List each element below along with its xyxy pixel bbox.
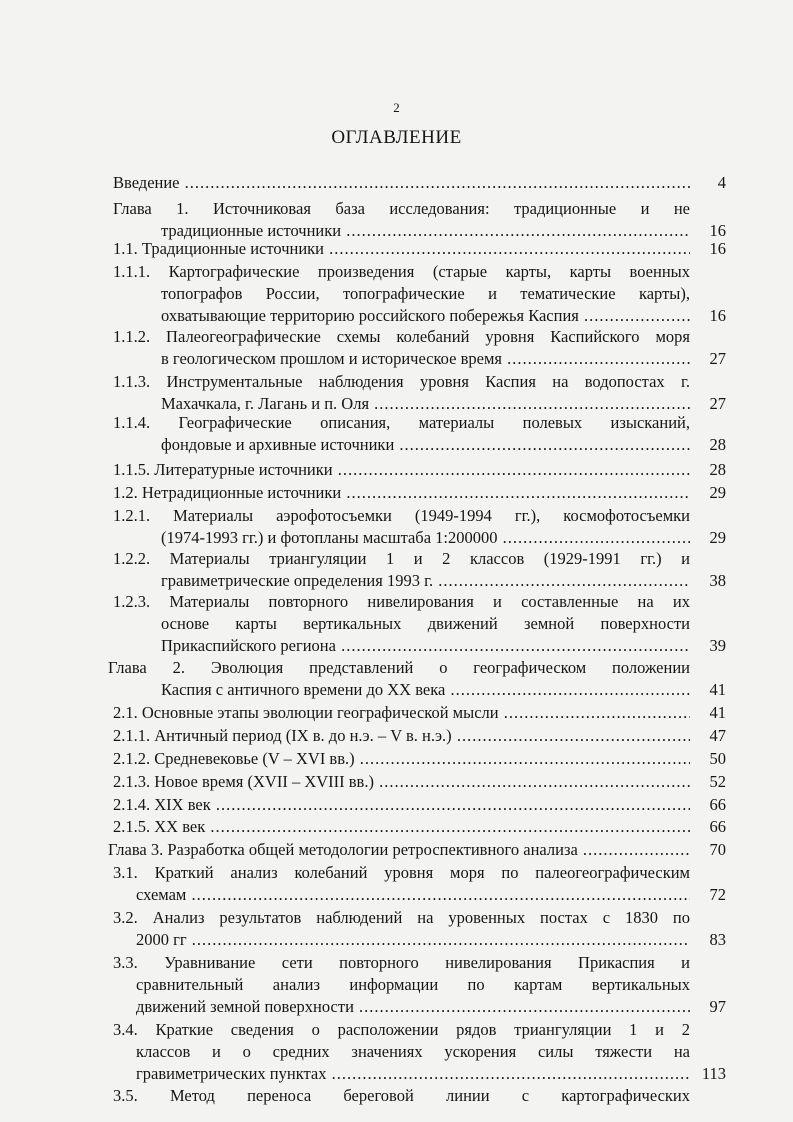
toc-page-number: 72 <box>709 885 726 904</box>
toc-entry-line: 3.4. Краткие сведения о расположении рядов триангуляции 1 и 2 <box>113 1020 690 1039</box>
toc-entry-line: фондовые и архивные источники ..... <box>161 434 690 456</box>
toc-page-number: 52 <box>709 772 726 791</box>
toc-entry-line: 3.5. Метод переноса береговой линии с картографических <box>113 1086 690 1105</box>
toc-entry-line: Глава 3. Разработка общей методологии ретроспективного анализа ..... <box>108 839 690 861</box>
toc-entry-line: 1.1.2. Палеогеографические схемы колебаний уровня Каспийского моря <box>113 327 690 346</box>
toc-entry-line: движений земной поверхности ..... <box>136 996 690 1018</box>
toc-entry-line: схемам ..... <box>136 884 690 906</box>
toc-entry-line: классов и о средних значениях ускорения силы тяжести на <box>136 1042 690 1061</box>
toc-entry-line: 2.1.1. Античный период (IX в. до н.э. – V в. н.э.) ..... <box>113 725 690 747</box>
toc-entry-line: 1.2.1. Материалы аэрофотосъемки (1949-1994 гг.), космофотосъемки <box>113 506 690 525</box>
toc-page-number: 47 <box>709 726 726 745</box>
toc-entry-line: 1.1.3. Инструментальные наблюдения уровня Каспия на водопостах г. <box>113 372 690 391</box>
toc-entry-line: гравиметрических пунктах ..... <box>136 1063 690 1085</box>
toc-entry-line: Каспия с античного времени до XX века ..... <box>161 679 690 701</box>
toc-page-number: 83 <box>709 930 726 949</box>
toc-entry-line: 3.2. Анализ результатов наблюдений на уровенных постах с 1830 по <box>113 908 690 927</box>
toc-page-number: 39 <box>709 636 726 655</box>
toc-entry-line: сравнительный анализ информации по картам вертикальных <box>136 975 690 994</box>
toc-entry-line: топографов России, топографические и тематические карты), <box>161 284 690 303</box>
toc-entry-line: в геологическом прошлом и историческое время ..... <box>161 348 690 370</box>
toc-entry-line: 2.1. Основные этапы эволюции географической мысли ..... <box>113 702 690 724</box>
toc-entry-line: Введение ..... <box>113 172 690 194</box>
page-number: 2 <box>393 100 400 115</box>
toc-entry-line: 2.1.4. XIX век ..... <box>113 794 690 816</box>
toc-page-number: 50 <box>709 749 726 768</box>
toc-page-number: 27 <box>709 394 726 413</box>
toc-page-number: 16 <box>709 306 726 325</box>
toc-page-number: 66 <box>709 795 726 814</box>
toc-entry-line: 3.3. Уравнивание сети повторного нивелирования Прикаспия и <box>113 953 690 972</box>
toc-page-number: 27 <box>709 349 726 368</box>
toc-entry-line: Глава 2. Эволюция представлений о географическом положении <box>108 658 690 677</box>
toc-entry-line: Глава 1. Источниковая база исследования: традиционные и не <box>113 199 690 218</box>
toc-page-number: 28 <box>709 435 726 454</box>
toc-page-number: 4 <box>717 173 726 192</box>
toc-page-number: 66 <box>709 817 726 836</box>
page-title: ОГЛАВЛЕНИЕ <box>331 127 462 148</box>
toc-page-number: 113 <box>701 1064 726 1083</box>
toc-entry-line: 1.2.2. Материалы триангуляции 1 и 2 классов (1929-1991 гг.) и <box>113 549 690 568</box>
toc-entry-line: Прикаспийского региона ..... <box>161 635 690 657</box>
toc-entry-line: 1.1.4. Географические описания, материалы полевых изысканий, <box>113 413 690 432</box>
toc-entry-line: основе карты вертикальных движений земной поверхности <box>161 614 690 633</box>
toc-entry-line: гравиметрические определения 1993 г. ..... <box>161 570 690 592</box>
toc-page-number: 16 <box>709 221 726 240</box>
toc-entry-line: (1974-1993 гг.) и фотопланы масштаба 1:200000 ..... <box>161 527 690 549</box>
toc-page-number: 29 <box>709 528 726 547</box>
toc-page-number: 38 <box>709 571 726 590</box>
toc-entry-line: 1.2.3. Материалы повторного нивелирования и составленные на их <box>113 592 690 611</box>
toc-entry-line: 1.1.1. Картографические произведения (старые карты, карты военных <box>113 262 690 281</box>
toc-page-number: 28 <box>709 460 726 479</box>
toc-entry-line: Махачкала, г. Лагань и п. Оля ..... <box>161 393 690 415</box>
toc-page-number: 16 <box>709 239 726 258</box>
toc-page-number: 29 <box>709 483 726 502</box>
toc-entry-line: 2000 гг ..... <box>136 929 690 951</box>
toc-page-number: 97 <box>709 997 726 1016</box>
toc-entry-line: 1.1.5. Литературные источники ..... <box>113 459 690 481</box>
toc-entry-line: охватывающие территорию российского побережья Каспия ..... <box>161 305 690 327</box>
toc-entry-line: традиционные источники ..... <box>161 220 690 242</box>
toc-entry-line: 1.1. Традиционные источники ..... <box>113 238 690 260</box>
toc-entry-line: 2.1.3. Новое время (XVII – XVIII вв.) ..... <box>113 771 690 793</box>
toc-entry-line: 3.1. Краткий анализ колебаний уровня моря по палеогеографическим <box>113 863 690 882</box>
toc-page-number: 70 <box>709 840 726 859</box>
toc-entry-line: 2.1.5. XX век ..... <box>113 816 690 838</box>
toc-page-number: 41 <box>709 680 726 699</box>
toc-entry-line: 1.2. Нетрадиционные источники ..... <box>113 482 690 504</box>
toc-entry-line: 2.1.2. Средневековье (V – XVI вв.) ..... <box>113 748 690 770</box>
toc-page-number: 41 <box>709 703 726 722</box>
